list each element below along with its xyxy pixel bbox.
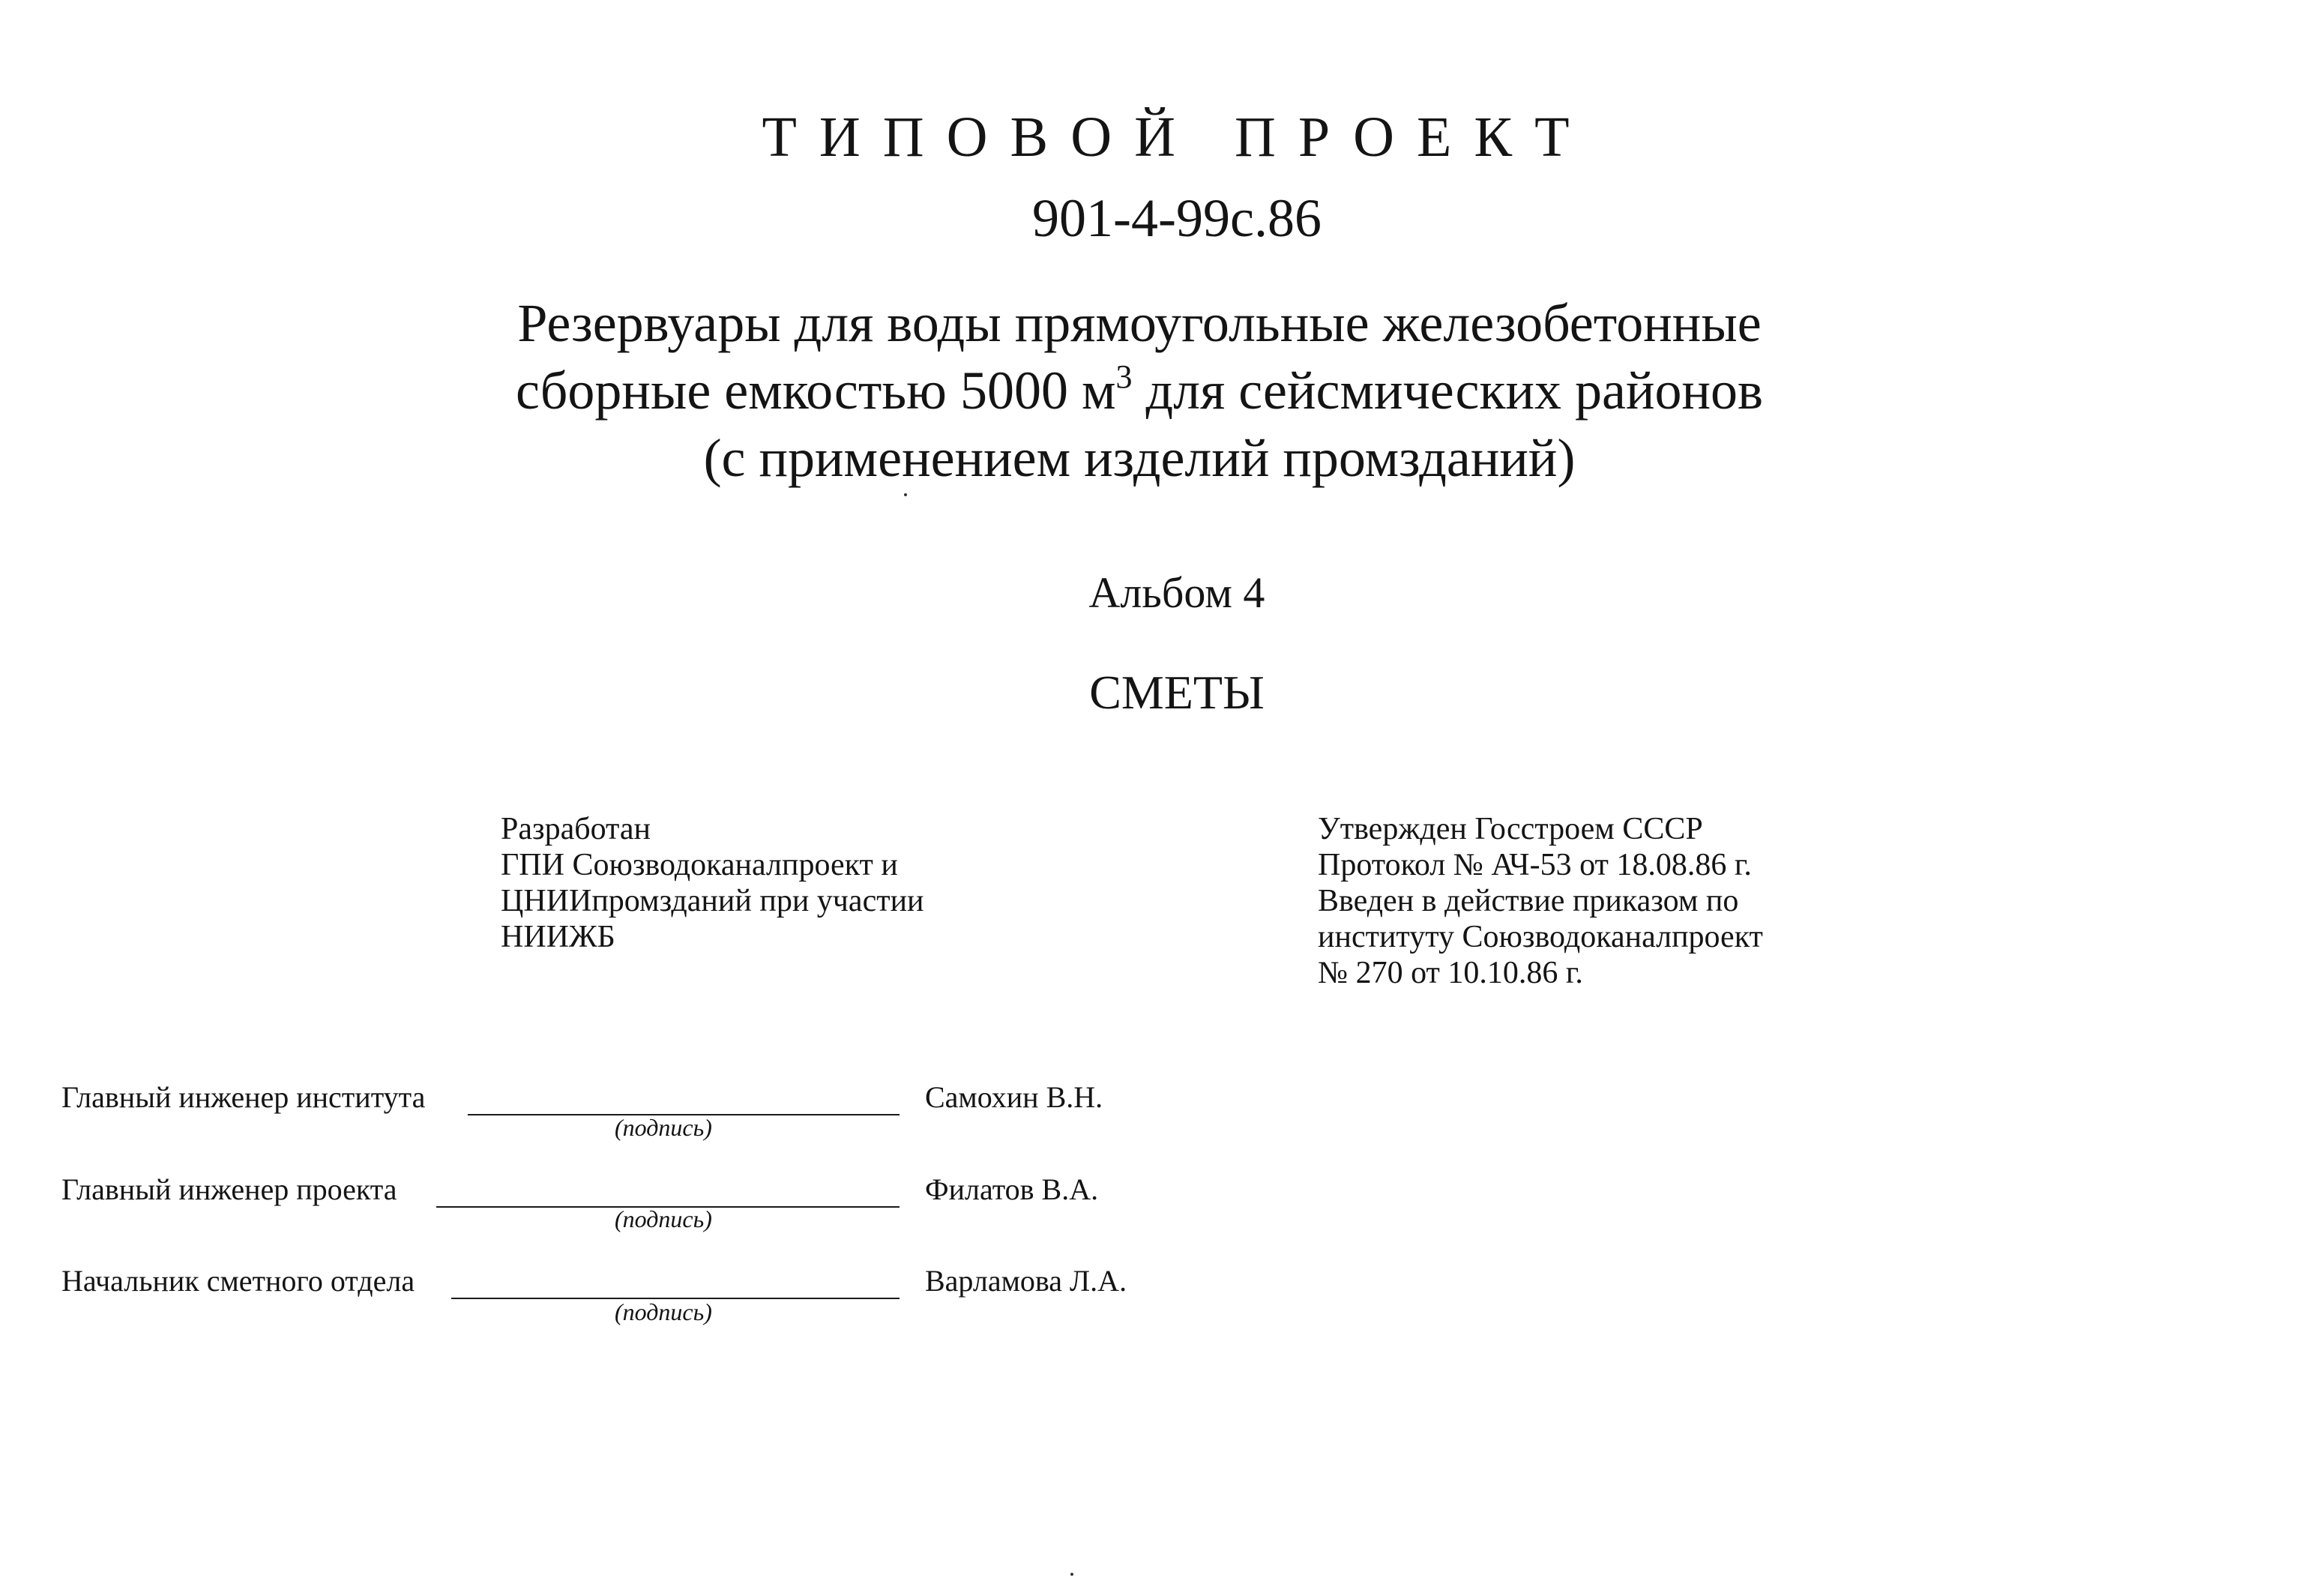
title-line-2-rest: для сейсмических районов: [1132, 361, 1764, 421]
approval-line: институту Союзводоканалпроект: [1318, 920, 1763, 954]
document-type-heading: ТИПОВОЙ ПРОЕКТ: [762, 106, 1592, 169]
signature-hint: (подпись): [615, 1205, 712, 1232]
section-title: СМЕТЫ: [1089, 666, 1265, 719]
developed-line: НИИЖБ: [501, 920, 615, 954]
signature-hint: (подпись): [615, 1114, 712, 1141]
approval-line: № 270 от 10.10.86 г.: [1318, 956, 1583, 990]
developed-line: ЦНИИпромзданий при участии: [501, 884, 924, 918]
title-line-1: Резервуары для воды прямоугольные железобетонные: [517, 293, 1762, 353]
signature-role: Главный инженер проекта: [61, 1172, 397, 1206]
signature-role: Главный инженер института: [61, 1080, 426, 1114]
title-line-3: (с применением изделий промзданий): [703, 428, 1576, 488]
approval-block: [1318, 811, 1763, 991]
approval-line: Введен в действие приказом по: [1318, 884, 1739, 918]
signature-hint: (подпись): [615, 1298, 712, 1325]
developed-line: ГПИ Союзводоканалпроект и: [501, 848, 898, 882]
signature-name: Филатов В.А.: [925, 1172, 1099, 1206]
approval-line: Утвержден Госстроем СССР: [1318, 812, 1703, 846]
signature-name: Варламова Л.А.: [925, 1264, 1127, 1298]
scan-speck: [904, 493, 907, 496]
document-title: [352, 289, 1926, 492]
title-line-2-text: сборные емкостью 5000 м: [515, 361, 1116, 421]
album-label: Альбом 4: [1088, 568, 1265, 617]
scan-speck: [1070, 1573, 1073, 1576]
developed-by-block: [501, 811, 924, 955]
signature-role: Начальник сметного отдела: [61, 1264, 415, 1298]
developed-line: Разработан: [501, 812, 651, 846]
approval-line: Протокол № АЧ-53 от 18.08.86 г.: [1318, 848, 1752, 882]
document-number: 901-4-99с.86: [1032, 188, 1322, 248]
title-superscript: 3: [1115, 358, 1133, 395]
signature-name: Самохин В.Н.: [925, 1080, 1103, 1114]
title-line-2: [352, 357, 1926, 424]
